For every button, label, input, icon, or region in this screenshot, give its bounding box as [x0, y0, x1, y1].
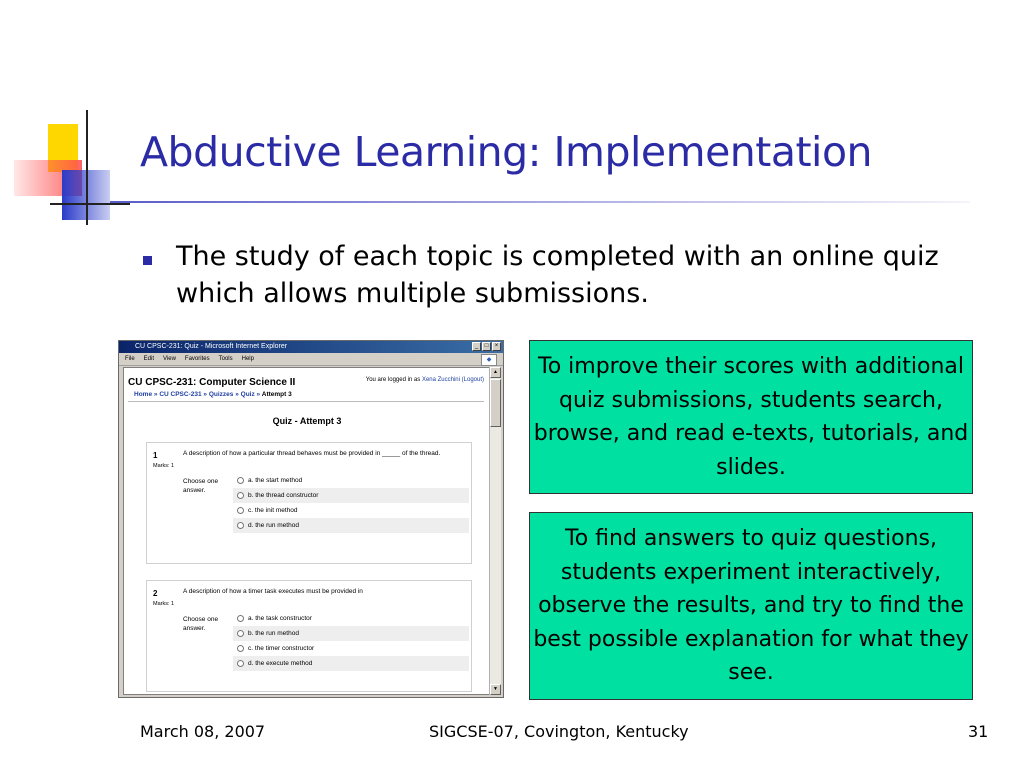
- radio-icon[interactable]: [237, 477, 244, 484]
- breadcrumb-sep: »: [256, 391, 261, 398]
- choose-label: Choose one answer.: [183, 478, 219, 494]
- question-box: [146, 580, 472, 692]
- menu-help[interactable]: Help: [241, 356, 254, 362]
- quiz-title: Quiz - Attempt 3: [272, 416, 342, 426]
- scroll-thumb[interactable]: [490, 379, 501, 427]
- callout-text: To improve their scores with additional quiz submissions, students search, browse, and read e-texts, tutorials, and slides.: [533, 354, 969, 480]
- scroll-up-icon[interactable]: ▲: [490, 367, 501, 378]
- callout-improve-scores: [529, 340, 973, 494]
- logout-link[interactable]: (Logout): [461, 377, 484, 383]
- window-buttons: [472, 342, 501, 351]
- radio-icon[interactable]: [237, 660, 244, 667]
- answer-option[interactable]: [233, 488, 469, 503]
- answer-option[interactable]: [233, 503, 469, 518]
- answer-option-label: b. the thread constructor: [248, 492, 319, 499]
- browser-menubar: [119, 353, 503, 366]
- breadcrumb-current: Attempt 3: [261, 391, 292, 398]
- bullet-square-icon: [143, 256, 152, 265]
- breadcrumb-home[interactable]: Home: [134, 391, 153, 398]
- menu-view[interactable]: View: [163, 356, 176, 362]
- answer-option[interactable]: [233, 656, 469, 671]
- windows-logo-icon: ◆: [481, 354, 497, 366]
- answer-option[interactable]: [233, 641, 469, 656]
- login-user-link[interactable]: Xena Zucchini: [421, 377, 460, 383]
- answer-option[interactable]: [233, 473, 469, 488]
- footer-date: March 08, 2007: [140, 722, 266, 741]
- title-underline: [110, 201, 970, 203]
- question-text: A description of how a timer task executes must be provided in: [183, 588, 363, 595]
- callout-find-answers: [529, 512, 973, 700]
- answer-option-label: c. the timer constructor: [248, 645, 315, 652]
- logo-vertical-line: [86, 110, 88, 225]
- question-number: 2: [153, 589, 158, 598]
- breadcrumb-course[interactable]: CU CPSC-231: [159, 391, 202, 398]
- breadcrumb-quizzes[interactable]: Quizzes: [208, 391, 234, 398]
- menu-tools[interactable]: Tools: [218, 356, 233, 362]
- question-number: 1: [153, 451, 158, 460]
- question-marks: Marks: 1: [153, 601, 175, 607]
- browser-screenshot: [118, 340, 504, 698]
- radio-icon[interactable]: [237, 492, 244, 499]
- close-button[interactable]: ×: [492, 342, 501, 351]
- menu-file[interactable]: File: [125, 356, 135, 362]
- breadcrumb-sep: »: [203, 391, 208, 398]
- menu-edit[interactable]: Edit: [143, 356, 155, 362]
- answer-option-label: b. the run method: [248, 630, 299, 637]
- browser-titlebar: [119, 341, 503, 353]
- header-divider: [128, 401, 484, 402]
- answer-option-label: a. the start method: [248, 477, 303, 484]
- menu-favorites[interactable]: Favorites: [184, 356, 210, 362]
- logo-horizontal-line: [50, 203, 130, 205]
- question-box: [146, 442, 472, 564]
- login-info: [366, 377, 484, 383]
- question-text: A description of how a particular thread behaves must be provided in _____ of the thread.: [183, 450, 441, 457]
- slide-number: 31: [968, 722, 989, 741]
- breadcrumb-sep: »: [153, 391, 158, 398]
- radio-icon[interactable]: [237, 507, 244, 514]
- answer-option[interactable]: [233, 518, 469, 533]
- maximize-button[interactable]: □: [482, 342, 491, 351]
- slide-title: Abductive Learning: Implementation: [140, 128, 873, 176]
- breadcrumb-sep: »: [235, 391, 239, 398]
- radio-icon[interactable]: [237, 522, 244, 529]
- callout-text: To find answers to quiz questions, students experiment interactively, observe the results, and try to find the best possible explanation for what they see.: [533, 526, 969, 686]
- minimize-button[interactable]: _: [472, 342, 481, 351]
- vertical-scrollbar[interactable]: [489, 367, 501, 695]
- login-prefix: You are logged in as: [365, 377, 421, 383]
- choose-label: Choose one answer.: [183, 616, 219, 632]
- answer-options: [233, 611, 469, 671]
- site-title: CU CPSC-231: Computer Science II: [128, 377, 296, 388]
- answer-option-label: d. the execute method: [248, 660, 313, 667]
- answer-option-label: c. the init method: [248, 507, 298, 514]
- answer-option[interactable]: [233, 626, 469, 641]
- radio-icon[interactable]: [237, 645, 244, 652]
- breadcrumb-quiz[interactable]: Quiz: [240, 391, 255, 398]
- answer-options: [233, 473, 469, 533]
- question-marks: Marks: 1: [153, 463, 175, 469]
- bullet-text: The study of each topic is completed with an online quiz which allows multiple submissions.: [176, 241, 939, 309]
- radio-icon[interactable]: [237, 615, 244, 622]
- browser-window-title: CU CPSC-231: Quiz - Microsoft Internet Explorer: [135, 343, 288, 350]
- browser-content: [123, 367, 491, 695]
- answer-option-label: d. the run method: [248, 522, 299, 529]
- answer-option-label: a. the task constructor: [248, 615, 312, 622]
- radio-icon[interactable]: [237, 630, 244, 637]
- footer-event: SIGCSE-07, Covington, Kentucky: [429, 722, 689, 741]
- breadcrumb: [134, 391, 292, 398]
- scroll-down-icon[interactable]: ▼: [490, 684, 501, 695]
- answer-option[interactable]: [233, 611, 469, 626]
